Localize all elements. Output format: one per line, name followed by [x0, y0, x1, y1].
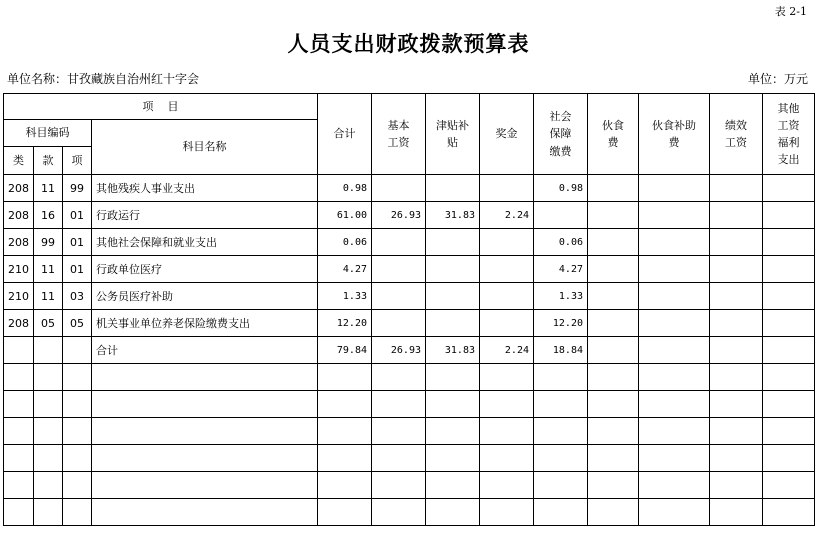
cell-total: 1.33	[318, 283, 372, 310]
cell-total	[318, 445, 372, 472]
cell-meal-subsidy	[639, 283, 710, 310]
header-performance-wage	[710, 94, 763, 175]
cell-meal	[588, 364, 639, 391]
cell-meal	[588, 391, 639, 418]
cell-meal	[588, 202, 639, 229]
header-allowance-line2: 贴	[447, 136, 458, 149]
cell-social-security	[534, 364, 588, 391]
header-other-welfare	[763, 94, 815, 175]
cell-lei: 208	[4, 310, 34, 337]
cell-basic-wage	[372, 499, 426, 526]
cell-kuan	[34, 418, 63, 445]
cell-lei	[4, 472, 34, 499]
cell-meal	[588, 229, 639, 256]
cell-lei	[4, 445, 34, 472]
cell-subject-name: 行政运行	[92, 202, 318, 229]
cell-allowance	[426, 256, 480, 283]
cell-subject-name: 其他残疾人事业支出	[92, 175, 318, 202]
cell-meal-subsidy	[639, 472, 710, 499]
cell-basic-wage	[372, 391, 426, 418]
cell-performance-wage	[710, 337, 763, 364]
cell-kuan	[34, 472, 63, 499]
cell-meal-subsidy	[639, 418, 710, 445]
cell-basic-wage	[372, 283, 426, 310]
header-other-line2: 工资	[777, 118, 800, 132]
cell-lei	[4, 337, 34, 364]
cell-total	[318, 472, 372, 499]
cell-meal-subsidy	[639, 337, 710, 364]
cell-meal	[588, 175, 639, 202]
cell-allowance	[426, 364, 480, 391]
header-other-line1: 其他	[777, 101, 800, 115]
cell-bonus: 2.24	[480, 202, 534, 229]
cell-performance-wage	[710, 202, 763, 229]
cell-performance-wage	[710, 499, 763, 526]
cell-kuan	[34, 337, 63, 364]
cell-meal-subsidy	[639, 175, 710, 202]
table-row	[4, 202, 815, 229]
page-title: 人员支出财政拨款预算表	[287, 32, 530, 56]
cell-bonus	[480, 175, 534, 202]
cell-lei	[4, 418, 34, 445]
header-code-group: 科目编码	[4, 120, 92, 147]
cell-meal-subsidy	[639, 229, 710, 256]
cell-meal	[588, 472, 639, 499]
cell-basic-wage	[372, 364, 426, 391]
form-number: 表 2-1	[774, 5, 807, 18]
cell-bonus	[480, 391, 534, 418]
cell-kuan: 99	[34, 229, 63, 256]
header-allowance	[426, 94, 480, 175]
cell-other-welfare	[763, 229, 815, 256]
cell-kuan	[34, 499, 63, 526]
cell-social-security: 1.33	[534, 283, 588, 310]
cell-subject-name: 其他社会保障和就业支出	[92, 229, 318, 256]
table-row	[4, 256, 815, 283]
table-row	[4, 364, 815, 391]
cell-bonus	[480, 418, 534, 445]
cell-kuan: 11	[34, 175, 63, 202]
header-xiang: 项	[63, 147, 92, 175]
header-other-line3: 福利	[777, 136, 800, 149]
header-performance-line1: 绩效	[725, 118, 747, 132]
cell-performance-wage	[710, 310, 763, 337]
cell-meal	[588, 499, 639, 526]
cell-performance-wage	[710, 283, 763, 310]
header-basic-wage-line2: 工资	[387, 136, 410, 149]
cell-kuan: 16	[34, 202, 63, 229]
cell-social-security	[534, 499, 588, 526]
table-row	[4, 337, 815, 364]
cell-bonus	[480, 256, 534, 283]
cell-lei: 210	[4, 283, 34, 310]
cell-other-welfare	[763, 499, 815, 526]
unit-label: 单位：万元	[747, 72, 808, 86]
cell-xiang: 99	[63, 175, 92, 202]
cell-social-security: 0.98	[534, 175, 588, 202]
cell-performance-wage	[710, 364, 763, 391]
header-subject-name: 科目名称	[92, 120, 318, 175]
cell-social-security	[534, 202, 588, 229]
cell-kuan: 05	[34, 310, 63, 337]
header-social-security	[534, 94, 588, 175]
cell-xiang: 01	[63, 229, 92, 256]
table-row	[4, 283, 815, 310]
cell-subject-name: 机关事业单位养老保险缴费支出	[92, 310, 318, 337]
header-other-line4: 支出	[777, 153, 800, 167]
cell-social-security	[534, 418, 588, 445]
cell-subject-name	[92, 499, 318, 526]
cell-performance-wage	[710, 229, 763, 256]
cell-basic-wage: 26.93	[372, 202, 426, 229]
cell-allowance	[426, 310, 480, 337]
cell-lei	[4, 364, 34, 391]
table-row	[4, 472, 815, 499]
cell-total: 0.06	[318, 229, 372, 256]
table-row	[4, 499, 815, 526]
cell-other-welfare	[763, 202, 815, 229]
cell-social-security: 18.84	[534, 337, 588, 364]
cell-subject-name: 公务员医疗补助	[92, 283, 318, 310]
cell-meal	[588, 283, 639, 310]
cell-lei: 208	[4, 175, 34, 202]
cell-social-security: 12.20	[534, 310, 588, 337]
cell-social-security	[534, 391, 588, 418]
cell-performance-wage	[710, 256, 763, 283]
cell-basic-wage	[372, 175, 426, 202]
cell-social-security	[534, 472, 588, 499]
cell-meal	[588, 337, 639, 364]
cell-bonus	[480, 229, 534, 256]
cell-bonus	[480, 364, 534, 391]
cell-subject-name	[92, 445, 318, 472]
cell-allowance: 31.83	[426, 337, 480, 364]
header-allowance-line1: 津贴补	[436, 118, 469, 132]
cell-lei: 208	[4, 202, 34, 229]
cell-other-welfare	[763, 337, 815, 364]
cell-other-welfare	[763, 283, 815, 310]
cell-meal	[588, 445, 639, 472]
cell-allowance: 31.83	[426, 202, 480, 229]
table-row	[4, 391, 815, 418]
cell-xiang: 03	[63, 283, 92, 310]
header-item: 项 目	[4, 94, 318, 120]
cell-basic-wage	[372, 256, 426, 283]
cell-bonus	[480, 310, 534, 337]
table-row	[4, 418, 815, 445]
cell-lei: 210	[4, 256, 34, 283]
cell-allowance	[426, 175, 480, 202]
cell-xiang: 01	[63, 256, 92, 283]
cell-xiang	[63, 499, 92, 526]
cell-kuan	[34, 445, 63, 472]
header-kuan: 款	[34, 147, 63, 175]
cell-subject-name: 合计	[92, 337, 318, 364]
cell-bonus	[480, 472, 534, 499]
cell-kuan: 11	[34, 256, 63, 283]
cell-performance-wage	[710, 418, 763, 445]
cell-meal	[588, 256, 639, 283]
cell-xiang: 01	[63, 202, 92, 229]
cell-meal-subsidy	[639, 202, 710, 229]
cell-meal	[588, 418, 639, 445]
cell-allowance	[426, 472, 480, 499]
cell-xiang	[63, 391, 92, 418]
cell-kuan	[34, 391, 63, 418]
cell-total: 61.00	[318, 202, 372, 229]
cell-bonus: 2.24	[480, 337, 534, 364]
cell-basic-wage	[372, 310, 426, 337]
header-total: 合计	[318, 94, 372, 175]
unit-name: 单位名称：甘孜藏族自治州红十字会	[7, 72, 200, 86]
cell-performance-wage	[710, 472, 763, 499]
cell-allowance	[426, 445, 480, 472]
header-bonus: 奖金	[480, 94, 534, 175]
cell-meal-subsidy	[639, 256, 710, 283]
cell-lei	[4, 391, 34, 418]
cell-other-welfare	[763, 175, 815, 202]
cell-subject-name	[92, 391, 318, 418]
cell-total	[318, 499, 372, 526]
cell-other-welfare	[763, 418, 815, 445]
header-social-line3: 缴费	[549, 144, 572, 158]
cell-xiang	[63, 472, 92, 499]
budget-table	[3, 93, 815, 526]
header-basic-wage-line1: 基本	[387, 118, 410, 132]
cell-social-security: 0.06	[534, 229, 588, 256]
cell-meal-subsidy	[639, 310, 710, 337]
cell-xiang	[63, 418, 92, 445]
cell-allowance	[426, 391, 480, 418]
cell-subject-name: 行政单位医疗	[92, 256, 318, 283]
cell-performance-wage	[710, 445, 763, 472]
header-meal-line1: 伙食	[602, 118, 624, 132]
cell-xiang	[63, 364, 92, 391]
header-social-line1: 社会	[549, 110, 572, 124]
header-meal-subsidy	[639, 94, 710, 175]
cell-xiang	[63, 337, 92, 364]
cell-social-security	[534, 445, 588, 472]
cell-meal-subsidy	[639, 499, 710, 526]
cell-lei: 208	[4, 229, 34, 256]
cell-meal-subsidy	[639, 445, 710, 472]
cell-subject-name	[92, 472, 318, 499]
cell-kuan: 11	[34, 283, 63, 310]
cell-other-welfare	[763, 472, 815, 499]
header-performance-line2: 工资	[725, 136, 747, 149]
cell-other-welfare	[763, 391, 815, 418]
table-row	[4, 310, 815, 337]
cell-total	[318, 391, 372, 418]
cell-performance-wage	[710, 175, 763, 202]
table-body	[4, 175, 815, 526]
table-row	[4, 175, 815, 202]
cell-xiang	[63, 445, 92, 472]
cell-other-welfare	[763, 445, 815, 472]
cell-allowance	[426, 283, 480, 310]
header-basic-wage	[372, 94, 426, 175]
cell-total: 12.20	[318, 310, 372, 337]
cell-kuan	[34, 364, 63, 391]
cell-bonus	[480, 499, 534, 526]
cell-allowance	[426, 418, 480, 445]
header-meal-line2: 费	[607, 136, 619, 149]
cell-other-welfare	[763, 310, 815, 337]
cell-xiang: 05	[63, 310, 92, 337]
header-meal-subsidy-line1: 伙食补助	[652, 118, 696, 132]
header-social-line2: 保障	[549, 127, 572, 141]
cell-subject-name	[92, 418, 318, 445]
cell-total: 4.27	[318, 256, 372, 283]
cell-total: 79.84	[318, 337, 372, 364]
cell-basic-wage	[372, 229, 426, 256]
cell-basic-wage: 26.93	[372, 337, 426, 364]
cell-total: 0.98	[318, 175, 372, 202]
cell-allowance	[426, 229, 480, 256]
cell-other-welfare	[763, 364, 815, 391]
cell-allowance	[426, 499, 480, 526]
cell-total	[318, 364, 372, 391]
cell-subject-name	[92, 364, 318, 391]
cell-bonus	[480, 445, 534, 472]
cell-meal-subsidy	[639, 364, 710, 391]
header-meal-subsidy-line2: 费	[668, 136, 680, 149]
table-row	[4, 445, 815, 472]
cell-other-welfare	[763, 256, 815, 283]
header-meal	[588, 94, 639, 175]
cell-performance-wage	[710, 391, 763, 418]
cell-meal	[588, 310, 639, 337]
cell-bonus	[480, 283, 534, 310]
cell-basic-wage	[372, 445, 426, 472]
cell-social-security: 4.27	[534, 256, 588, 283]
table-row	[4, 229, 815, 256]
cell-lei	[4, 499, 34, 526]
cell-total	[318, 418, 372, 445]
cell-basic-wage	[372, 472, 426, 499]
cell-meal-subsidy	[639, 391, 710, 418]
header-lei: 类	[4, 147, 34, 175]
cell-basic-wage	[372, 418, 426, 445]
